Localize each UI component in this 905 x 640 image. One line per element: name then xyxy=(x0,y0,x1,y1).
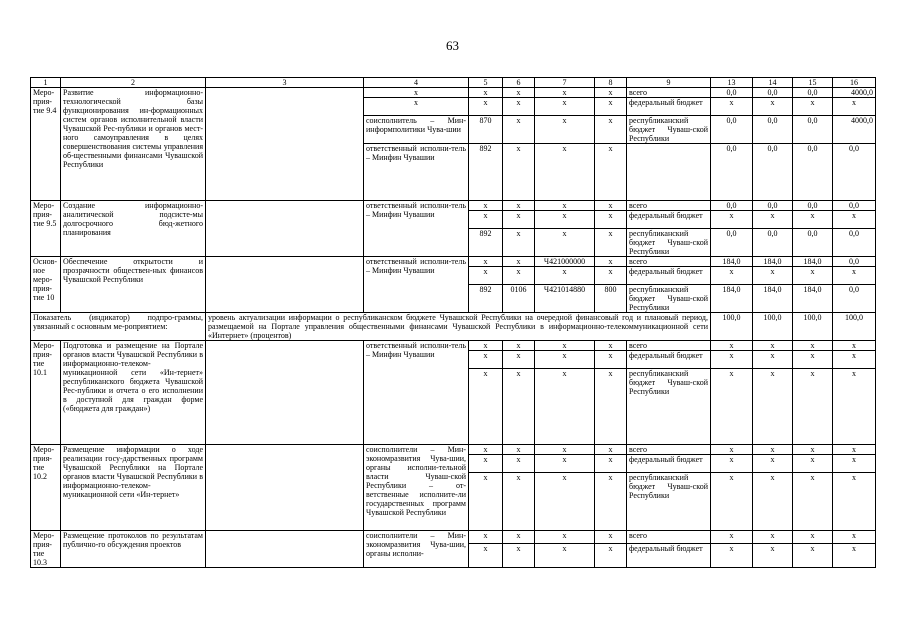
value-cell: 0,0 xyxy=(793,201,833,211)
executor-cell: соисполнитель – Мин-информполитики Чува-шии xyxy=(364,116,469,144)
vr-cell: x xyxy=(595,144,627,201)
table-row xyxy=(31,257,876,267)
item-name: Обеспечение открытости и прозрачности обществен-ных финансов Чувашской Республики xyxy=(61,257,206,313)
value-cell: x xyxy=(793,473,833,531)
vr-cell: x xyxy=(595,211,627,229)
rz-cell: x xyxy=(503,531,535,544)
grbs-cell: x xyxy=(469,351,503,369)
indicator-row xyxy=(31,313,876,341)
indicator-label: Показатель (индикатор) подпро-граммы, увязанный с основным ме-роприятием: xyxy=(31,313,206,341)
executor-cell: ответственный исполни-тель – Минфин Чувашии xyxy=(364,201,469,257)
rz-cell: x xyxy=(503,144,535,201)
value-cell: x xyxy=(753,267,793,285)
value-cell: x xyxy=(833,445,876,455)
csr-cell: x xyxy=(535,229,595,257)
grbs-cell: x xyxy=(469,455,503,473)
csr-cell: x xyxy=(535,88,595,98)
item-code: Меро-прия-тие 9.4 xyxy=(31,88,61,201)
value-cell: x xyxy=(711,369,753,445)
header-cell: 4 xyxy=(364,78,469,88)
vr-cell: x xyxy=(595,351,627,369)
value-cell: x xyxy=(711,455,753,473)
value-cell: x xyxy=(793,544,833,568)
value-cell: x xyxy=(793,455,833,473)
value-cell: x xyxy=(753,445,793,455)
executor-cell: x xyxy=(364,98,469,116)
header-cell: 8 xyxy=(595,78,627,88)
value-cell: x xyxy=(753,473,793,531)
source-cell: федеральный бюджет xyxy=(627,98,711,116)
empty-cell xyxy=(206,88,364,201)
csr-cell: x xyxy=(535,445,595,455)
grbs-cell: x xyxy=(469,257,503,267)
rz-cell: x xyxy=(503,351,535,369)
value-cell: x xyxy=(793,445,833,455)
value-cell: x xyxy=(833,531,876,544)
csr-cell: x xyxy=(535,544,595,568)
grbs-cell: 892 xyxy=(469,285,503,313)
vr-cell: 800 xyxy=(595,285,627,313)
rz-cell: x xyxy=(503,211,535,229)
value-cell: x xyxy=(833,98,876,116)
csr-cell: x xyxy=(535,144,595,201)
header-cell: 7 xyxy=(535,78,595,88)
vr-cell: x xyxy=(595,531,627,544)
value-cell: 100,0 xyxy=(753,313,793,341)
value-cell: x xyxy=(753,544,793,568)
value-cell: x xyxy=(793,211,833,229)
rz-cell: x xyxy=(503,544,535,568)
vr-cell: x xyxy=(595,369,627,445)
value-cell: x xyxy=(833,544,876,568)
value-cell: 0,0 xyxy=(753,201,793,211)
rz-cell: x xyxy=(503,201,535,211)
value-cell: 0,0 xyxy=(711,201,753,211)
value-cell: x xyxy=(711,341,753,351)
vr-cell: x xyxy=(595,544,627,568)
empty-cell xyxy=(206,445,364,531)
rz-cell: x xyxy=(503,88,535,98)
value-cell: 4000,0 xyxy=(833,88,876,98)
item-name: Развитие информационно-технологической базы функционирования ин-формационных систем органов исполнительной власти Чувашской Рес-публики и органов мест-ного самоуправления в целях совершенствования системы управления об-щественными финансами Чувашской Республики xyxy=(61,88,206,201)
value-cell: x xyxy=(711,445,753,455)
value-cell: 184,0 xyxy=(793,285,833,313)
table-row xyxy=(31,341,876,351)
value-cell: x xyxy=(753,341,793,351)
header-cell: 2 xyxy=(61,78,206,88)
value-cell: 100,0 xyxy=(833,313,876,341)
value-cell: x xyxy=(753,211,793,229)
empty-cell xyxy=(206,531,364,568)
grbs-cell: x xyxy=(469,211,503,229)
value-cell: x xyxy=(793,369,833,445)
source-cell: всего xyxy=(627,88,711,98)
source-cell: республиканский бюджет Чуваш-ской Республики xyxy=(627,285,711,313)
value-cell: x xyxy=(833,211,876,229)
source-cell xyxy=(627,144,711,201)
header-cell: 3 xyxy=(206,78,364,88)
executor-cell: соисполнители – Мин-экономразвития Чува-шии, органы исполни- xyxy=(364,531,469,568)
vr-cell: x xyxy=(595,455,627,473)
header-cell: 1 xyxy=(31,78,61,88)
source-cell: республиканский бюджет Чуваш-ской Республики xyxy=(627,473,711,531)
value-cell: 0,0 xyxy=(753,116,793,144)
header-cell: 16 xyxy=(833,78,876,88)
value-cell: x xyxy=(753,369,793,445)
header-cell: 6 xyxy=(503,78,535,88)
grbs-cell: 892 xyxy=(469,144,503,201)
grbs-cell: 870 xyxy=(469,116,503,144)
grbs-cell: x xyxy=(469,88,503,98)
value-cell: x xyxy=(711,267,753,285)
vr-cell: x xyxy=(595,98,627,116)
value-cell: x xyxy=(711,473,753,531)
page-number: 63 xyxy=(446,38,459,53)
header-cell: 13 xyxy=(711,78,753,88)
value-cell: 184,0 xyxy=(753,285,793,313)
source-cell: всего xyxy=(627,201,711,211)
value-cell: x xyxy=(753,455,793,473)
rz-cell: x xyxy=(503,455,535,473)
item-name: Создание информационно-аналитической подсисте-мы долгосрочного бюд-жетного планирования xyxy=(61,201,206,257)
table-row xyxy=(31,445,876,455)
csr-cell: x xyxy=(535,201,595,211)
item-name: Размещение протоколов по результатам публично-го обсуждения проектов xyxy=(61,531,206,568)
table-row xyxy=(31,88,876,98)
value-cell: x xyxy=(753,531,793,544)
grbs-cell: x xyxy=(469,473,503,531)
value-cell: 0,0 xyxy=(833,201,876,211)
value-cell: x xyxy=(833,351,876,369)
source-cell: всего xyxy=(627,531,711,544)
value-cell: 0,0 xyxy=(711,88,753,98)
value-cell: 100,0 xyxy=(793,313,833,341)
indicator-text: уровень актуализации информации о республиканском бюджете Чувашской Республики на очередной финансовый год и плановый период, размещаемой на Портале управления общественными финансами Чувашской Республики в информационно-телекоммуникационной сети «Интернет» (процентов) xyxy=(206,313,711,341)
value-cell: x xyxy=(833,267,876,285)
empty-cell xyxy=(206,341,364,445)
rz-cell: x xyxy=(503,267,535,285)
vr-cell: x xyxy=(595,257,627,267)
rz-cell: x xyxy=(503,445,535,455)
vr-cell: x xyxy=(595,473,627,531)
rz-cell: x xyxy=(503,229,535,257)
csr-cell: Ч421014880 xyxy=(535,285,595,313)
rz-cell: x xyxy=(503,116,535,144)
item-code: Меро-прия-тие 10.1 xyxy=(31,341,61,445)
header-cell: 14 xyxy=(753,78,793,88)
table-row xyxy=(31,201,876,211)
csr-cell: x xyxy=(535,473,595,531)
value-cell: x xyxy=(753,98,793,116)
item-code: Основ-ное меро-прия-тие 10 xyxy=(31,257,61,313)
table-row xyxy=(31,531,876,544)
value-cell: x xyxy=(793,98,833,116)
value-cell: 0,0 xyxy=(833,257,876,267)
vr-cell: x xyxy=(595,341,627,351)
vr-cell: x xyxy=(595,88,627,98)
csr-cell: x xyxy=(535,211,595,229)
header-cell: 5 xyxy=(469,78,503,88)
value-cell: x xyxy=(711,98,753,116)
value-cell: 0,0 xyxy=(753,88,793,98)
source-cell: федеральный бюджет xyxy=(627,267,711,285)
source-cell: всего xyxy=(627,445,711,455)
empty-cell xyxy=(206,257,364,313)
csr-cell: x xyxy=(535,369,595,445)
rz-cell: x xyxy=(503,369,535,445)
value-cell: 0,0 xyxy=(833,144,876,201)
csr-cell: Ч421000000 xyxy=(535,257,595,267)
grbs-cell: 892 xyxy=(469,229,503,257)
value-cell: x xyxy=(833,455,876,473)
grbs-cell: x xyxy=(469,445,503,455)
value-cell: 100,0 xyxy=(711,313,753,341)
value-cell: x xyxy=(711,211,753,229)
executor-cell: ответственный исполни-тель – Минфин Чувашии xyxy=(364,144,469,201)
source-cell: республиканский бюджет Чуваш-ской Республики xyxy=(627,229,711,257)
value-cell: x xyxy=(793,341,833,351)
source-cell: республиканский бюджет Чуваш-ской Республики xyxy=(627,369,711,445)
csr-cell: x xyxy=(535,116,595,144)
item-code: Меро-прия-тие 10.3 xyxy=(31,531,61,568)
item-code: Меро-прия-тие 10.2 xyxy=(31,445,61,531)
csr-cell: x xyxy=(535,455,595,473)
rz-cell: x xyxy=(503,98,535,116)
value-cell: 184,0 xyxy=(793,257,833,267)
value-cell: x xyxy=(833,369,876,445)
value-cell: 184,0 xyxy=(711,285,753,313)
value-cell: x xyxy=(711,351,753,369)
rz-cell: x xyxy=(503,341,535,351)
vr-cell: x xyxy=(595,229,627,257)
value-cell: x xyxy=(793,531,833,544)
item-name: Размещение информации о ходе реализации госу-дарственных программ Чувашской Республики на Портале органов власти Чувашской Республики в информационно-телеком-муникационной сети «Ин-тернет» xyxy=(61,445,206,531)
source-cell: всего xyxy=(627,257,711,267)
header-cell: 15 xyxy=(793,78,833,88)
vr-cell: x xyxy=(595,267,627,285)
value-cell: 0,0 xyxy=(793,229,833,257)
grbs-cell: x xyxy=(469,201,503,211)
header-cell: 9 xyxy=(627,78,711,88)
value-cell: 184,0 xyxy=(753,257,793,267)
source-cell: федеральный бюджет xyxy=(627,211,711,229)
vr-cell: x xyxy=(595,116,627,144)
budget-table xyxy=(30,77,876,568)
source-cell: федеральный бюджет xyxy=(627,544,711,568)
csr-cell: x xyxy=(535,531,595,544)
source-cell: республиканский бюджет Чуваш-ской Республики xyxy=(627,116,711,144)
value-cell: x xyxy=(793,351,833,369)
value-cell: 0,0 xyxy=(833,229,876,257)
source-cell: всего xyxy=(627,341,711,351)
header-row xyxy=(31,78,876,88)
value-cell: x xyxy=(711,531,753,544)
item-name: Подготовка и размещение на Портале органов власти Чувашской Республики в информационно-телеком-муникационной сети «Ин-тернет» республиканского бюджета Чувашской Рес-публики и отчета о его исполнении в доступной для граждан форме («бюджета для граждан») xyxy=(61,341,206,445)
value-cell: x xyxy=(833,473,876,531)
value-cell: 0,0 xyxy=(711,229,753,257)
csr-cell: x xyxy=(535,341,595,351)
csr-cell: x xyxy=(535,267,595,285)
value-cell: x xyxy=(753,351,793,369)
source-cell: федеральный бюджет xyxy=(627,455,711,473)
value-cell: 184,0 xyxy=(711,257,753,267)
grbs-cell: x xyxy=(469,98,503,116)
grbs-cell: x xyxy=(469,369,503,445)
item-code: Меро-прия-тие 9.5 xyxy=(31,201,61,257)
vr-cell: x xyxy=(595,445,627,455)
executor-cell: ответственный исполни-тель – Минфин Чувашии xyxy=(364,341,469,445)
value-cell: 0,0 xyxy=(711,144,753,201)
value-cell: 0,0 xyxy=(753,144,793,201)
value-cell: 0,0 xyxy=(711,116,753,144)
vr-cell: x xyxy=(595,201,627,211)
value-cell: 0,0 xyxy=(793,144,833,201)
value-cell: x xyxy=(833,341,876,351)
value-cell: 0,0 xyxy=(793,88,833,98)
executor-cell: ответственный исполни-тель – Минфин Чувашии xyxy=(364,257,469,313)
value-cell: x xyxy=(711,544,753,568)
source-cell: федеральный бюджет xyxy=(627,351,711,369)
value-cell: x xyxy=(793,267,833,285)
value-cell: 4000,0 xyxy=(833,116,876,144)
rz-cell: 0106 xyxy=(503,285,535,313)
value-cell: 0,0 xyxy=(833,285,876,313)
grbs-cell: x xyxy=(469,267,503,285)
csr-cell: x xyxy=(535,98,595,116)
rz-cell: x xyxy=(503,257,535,267)
executor-cell: соисполнители – Мин-экономразвития Чува-шии, органы исполни-тельной власти Чуваш-ской Республики – от-ветственные исполните-ли государственных программ Чувашской Республики xyxy=(364,445,469,531)
grbs-cell: x xyxy=(469,544,503,568)
executor-cell: x xyxy=(364,88,469,98)
value-cell: 0,0 xyxy=(793,116,833,144)
rz-cell: x xyxy=(503,473,535,531)
grbs-cell: x xyxy=(469,341,503,351)
csr-cell: x xyxy=(535,351,595,369)
grbs-cell: x xyxy=(469,531,503,544)
value-cell: 0,0 xyxy=(753,229,793,257)
empty-cell xyxy=(206,201,364,257)
